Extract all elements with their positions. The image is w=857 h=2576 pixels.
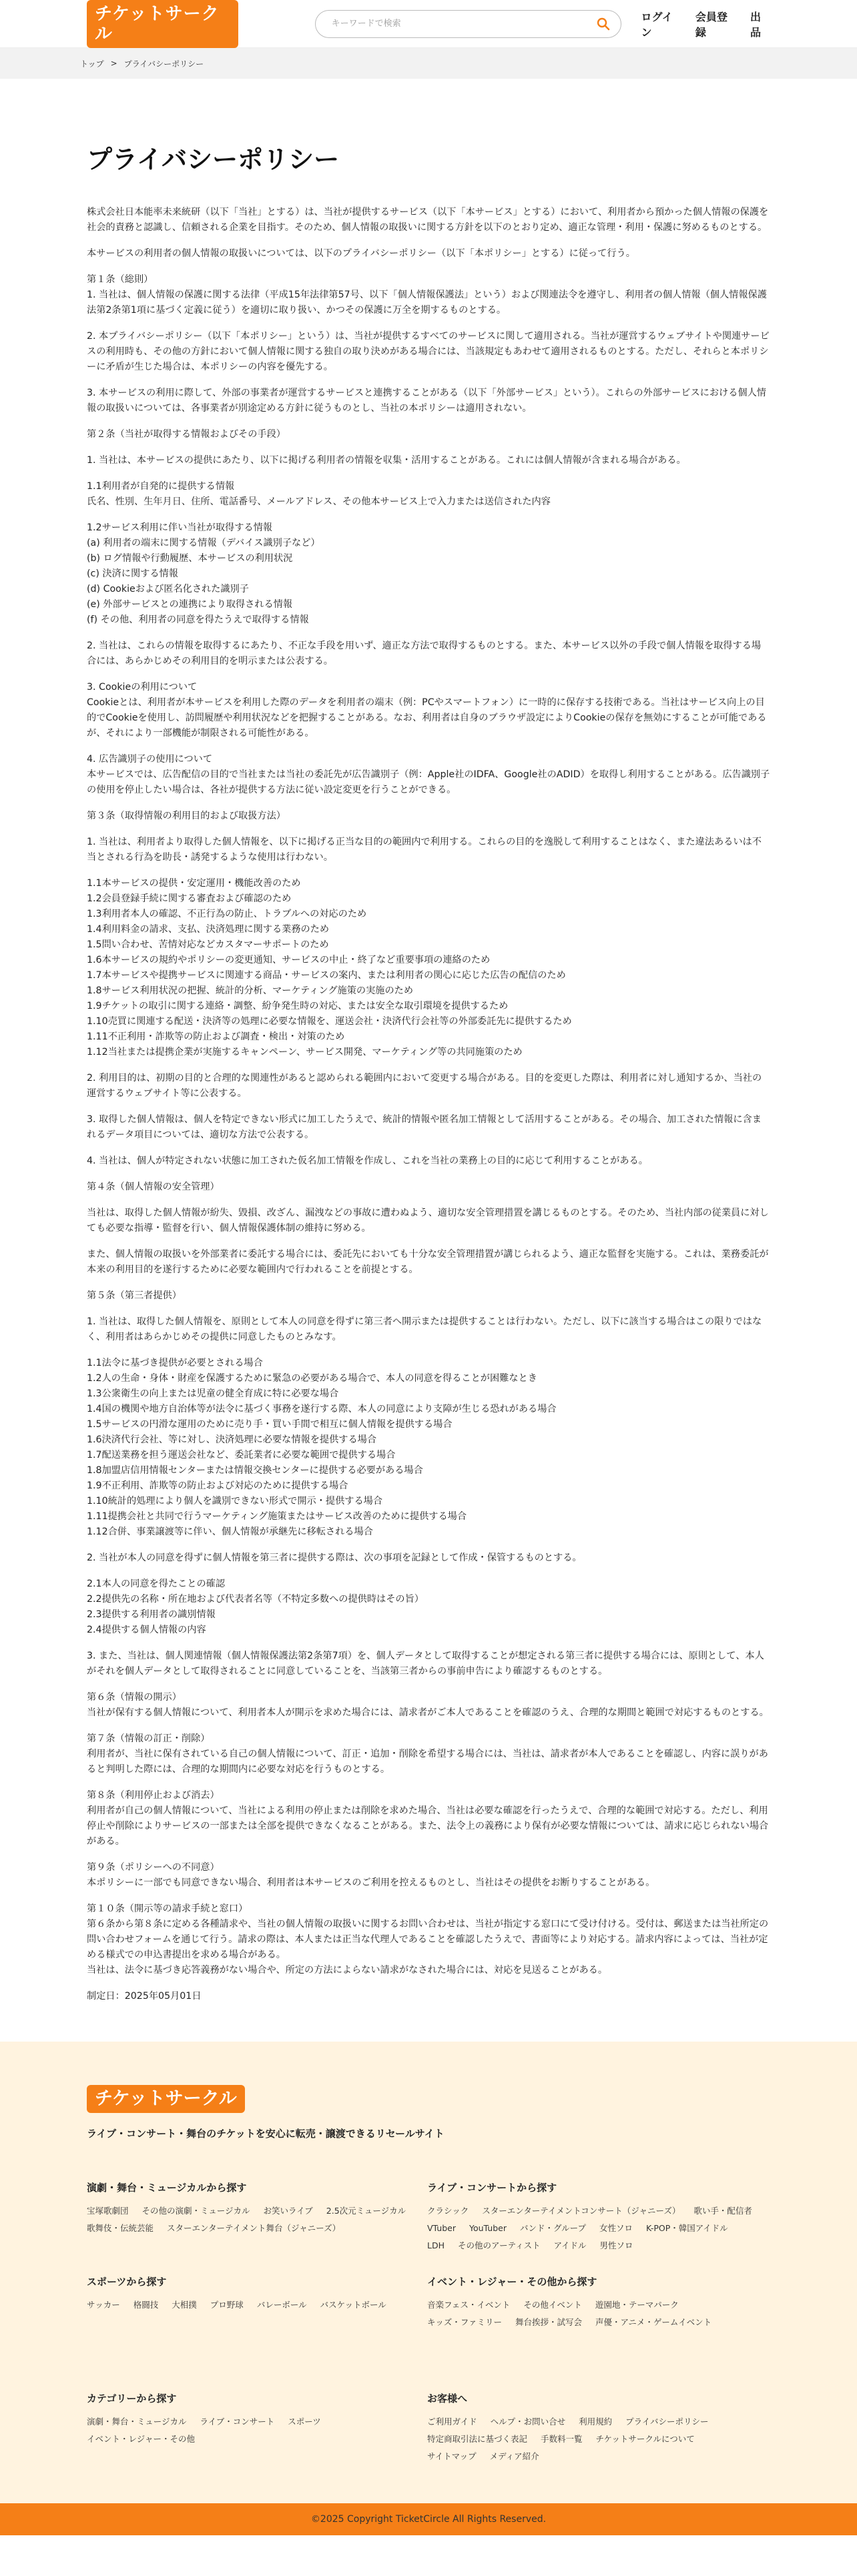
site-footer xyxy=(0,2042,857,2535)
footer-link[interactable]: その他イベント xyxy=(523,2300,582,2310)
policy-paragraph: 4. 広告識別子の使用について 本サービスでは、広告配信の目的で当社または当社の委託先が広告識別子（例：Apple社のIDFA、Google社のADID）を取得し利用することがある。広告識別子の使用を停止したい場合は、各社が提供する方法に従い設定変更を行うことができる。 xyxy=(87,754,770,795)
footer-link[interactable]: バレーボール xyxy=(256,2300,307,2310)
footer-link[interactable]: 2.5次元ミュージカル xyxy=(326,2206,406,2216)
policy-paragraph: 1. 当社は、本サービスの提供にあたり、以下に掲げる利用者の情報を収集・活用することがある。これには個人情報が含まれる場合がある。 xyxy=(87,455,686,466)
policy-paragraph: 第１０条（開示等の請求手続と窓口） 第６条から第８条に定める各種請求や、当社の個人情報の取扱いに関するお問い合わせは、当社が指定する窓口にて受け付ける。受付は、郵送または当社所定の問い合わせフォームを通じて行う。請求の際は、本人または正当な代理人であることを確認したうえで、書面等により対応する。請求内容によっては、当社が定める様式での申込書提出を求める場合がある。 当社は、法令に基づき応答義務がない場合や、所定の方法によらない請求がなされた場合には、対応を見送ることがある。 xyxy=(87,1903,769,1976)
footer-section-live xyxy=(427,2180,768,2254)
footer-link[interactable]: お笑いライブ xyxy=(263,2206,313,2216)
policy-paragraph: 第３条（取得情報の利用目的および取扱方法） xyxy=(87,811,286,821)
policy-paragraph: 2. 本プライバシーポリシー（以下「本ポリシー」という）は、当社が提供するすべてのサービスに関して適用される。当社が運営するウェブサイトや関連サービスの利用時も、その他の方針において個人情報に関する独自の取り決めがある場合には、当該規定もあわせて適用されるものとする。ただし、それらと本ポリシーに矛盾が生じた場合は、本ポリシーの内容を優先する。 xyxy=(87,331,770,372)
footer-links xyxy=(87,2202,427,2237)
footer-section-title: カテゴリーから探す xyxy=(87,2393,177,2405)
footer-link[interactable]: 遊園地・テーマパーク xyxy=(595,2300,679,2310)
footer-link[interactable]: VTuber xyxy=(427,2223,456,2233)
footer-links xyxy=(87,2413,427,2448)
site-logo[interactable]: チケットサークル xyxy=(87,0,238,48)
footer-section-category xyxy=(87,2391,427,2465)
breadcrumb-current: プライバシーポリシー xyxy=(123,59,204,69)
footer-tagline: ライブ・コンサート・舞台のチケットを安心に転売・譲渡できるリセールサイト xyxy=(87,2128,445,2140)
policy-paragraph: 第２条（当社が取得する情報およびその手段） xyxy=(87,429,286,440)
policy-paragraph: 第７条（情報の訂正・削除） 利用者が、当社に保有されている自己の個人情報について、訂正・追加・削除を希望する場合には、当社は、請求者が本人であることを確認し、内容に誤りがあると判明した際には、合理的な期間内に必要な対応を行うものとする。 xyxy=(87,1733,768,1775)
policy-paragraph: 第６条（情報の開示） 当社が保有する個人情報について、利用者本人が開示を求めた場合には、請求者がご本人であることを確認のうえ、合理的な期間と範囲で対応するものとする。 xyxy=(87,1692,769,1718)
footer-link[interactable]: 演劇・舞台・ミュージカル xyxy=(87,2417,187,2427)
breadcrumb-home[interactable]: トップ xyxy=(80,59,104,69)
policy-body xyxy=(87,205,770,2004)
footer-section-title: スポーツから探す xyxy=(87,2276,167,2288)
footer-section-title: お客様へ xyxy=(427,2393,468,2405)
footer-section-title: イベント・レジャー・その他から探す xyxy=(427,2276,597,2288)
footer-logo[interactable]: チケットサークル xyxy=(87,2085,245,2113)
footer-link[interactable]: メディア紹介 xyxy=(489,2451,539,2461)
search-bar xyxy=(315,10,621,38)
footer-link[interactable]: 手数料一覧 xyxy=(541,2434,583,2444)
policy-paragraph: 3. 本サービスの利用に際して、外部の事業者が運営するサービスと連携することがある（以下「外部サービス」という）。これらの外部サービスにおける個人情報の取扱いについては、各事業者が別途定める方針に従うものとし、当社の本ポリシーは適用されない。 xyxy=(87,388,766,414)
footer-link[interactable]: 音楽フェス・イベント xyxy=(427,2300,511,2310)
footer-link[interactable]: キッズ・ファミリー xyxy=(427,2317,503,2327)
footer-link[interactable]: チケットサークルについて xyxy=(595,2434,695,2444)
footer-link[interactable]: LDH xyxy=(427,2240,445,2250)
copyright-bar: ©2025 Copyright TicketCircle All Rights Reserved. xyxy=(0,2503,857,2535)
main-content xyxy=(0,79,857,2042)
policy-paragraph: 2. 当社は、これらの情報を取得するにあたり、不正な手段を用いず、適正な方法で取得するものとする。また、本サービス以外の手段で個人情報を取得する場合には、あらかじめその利用目的を明示または公表する。 xyxy=(87,640,762,667)
breadcrumb-separator: > xyxy=(110,59,117,68)
policy-paragraph: 1.1法令に基づき提供が必要とされる場合 1.2人の生命・身体・財産を保護するために緊急の必要がある場合で、本人の同意を得ることが困難なとき 1.3公衆衛生の向上または児童の健全育成に特に必要な場合 1.4国の機関や地方自治体等が法令に基づく事務を遂行する際、本人の同意により支障が生じる恐れがある場合 1.5サービスの円滑な運用のために売り手・買い手間で相互に個人情報を提供する場合 1.6決済代行会社、等に対し、決済処理に必要な情報を提供する場合 1.7配送業務を担う運送会社など、委託業者に必要な範囲で提供する場合 1.8加盟店信用情報センターまたは情報交換センターに提供する必要がある場合 1.9不正利用、詐欺等の防止および対応のために提供する場合 1.10統計的処理により個人を識別できない形式で開示・提供する場合 1.11提携会社と共同で行うマーケティング施策またはサービス改善のために提供する場合 1.12合併、事業譲渡等に伴い、個人情報が承継先に移転される場合 xyxy=(87,1358,557,1537)
footer-link[interactable]: その他のアーティスト xyxy=(458,2240,541,2250)
register-link[interactable]: 会員登録 xyxy=(695,10,728,39)
sell-link[interactable]: 出品 xyxy=(750,10,761,39)
policy-paragraph: 3. Cookieの利用について Cookieとは、利用者が本サービスを利用した際のデータを利用者の端末（例：PCやスマートフォン）に一時的に保存する技術である。当社はサービス向上の目的でCookieを使用し、訪問履歴や利用状況などを把握することがある。なお、利用者は自身のブラウザ設定によりCookieの保存を無効にすることが可能であるが、それにより一部機能が制限される可能性がある。 xyxy=(87,682,767,739)
login-link[interactable]: ログイン xyxy=(641,10,673,39)
policy-paragraph: 本サービスの利用者の個人情報の取扱いについては、以下のプライバシーポリシー（以下「本ポリシー」とする）に従って行う。 xyxy=(87,248,635,259)
footer-link[interactable]: K-POP・韓国アイドル xyxy=(646,2223,728,2233)
footer-link[interactable]: スターエンターテイメントコンサート（ジャニーズ） xyxy=(482,2206,681,2216)
policy-paragraph: 1.2サービス利用に伴い当社が取得する情報 (a) 利用者の端末に関する情報（デバイス識別子など） (b) ログ情報や行動履歴、本サービスの利用状況 (c) 決済に関する情報 (d) Cookieおよび匿名化された識別子 (e) 外部サービスとの連携により取得される情報 (f) その他、利用者の同意を得たうえで取得する情報 xyxy=(87,522,320,625)
footer-link[interactable]: 女性ソロ xyxy=(599,2223,633,2233)
footer-link[interactable]: 歌舞伎・伝統芸能 xyxy=(87,2223,154,2233)
footer-link[interactable]: アイドル xyxy=(553,2240,587,2250)
footer-link[interactable]: ご利用ガイド xyxy=(427,2417,477,2427)
footer-link[interactable]: 声優・アニメ・ゲームイベント xyxy=(595,2317,712,2327)
footer-link[interactable]: 大相撲 xyxy=(172,2300,197,2310)
policy-paragraph: 1.1利用者が自発的に提供する情報 氏名、性別、生年月日、住所、電話番号、メールアドレス、その他本サービス上で入力または送信された内容 xyxy=(87,481,551,507)
footer-section-theater xyxy=(87,2180,427,2254)
policy-paragraph: 2. 当社が本人の同意を得ずに個人情報を第三者に提供する際は、次の事項を記録として作成・保管するものとする。 xyxy=(87,1553,582,1563)
footer-link[interactable]: バンド・グループ xyxy=(519,2223,586,2233)
search-input[interactable] xyxy=(332,19,595,29)
policy-paragraph: 制定日：2025年05月01日 xyxy=(87,1991,202,2002)
policy-paragraph: 3. また、当社は、個人関連情報（個人情報保護法第2条第7項）を、個人データとして取得することが想定される第三者に提供する場合には、原則として、本人がそれを個人データとして取得されることに同意していることを、当該第三者からの事前申告により確認するものとする。 xyxy=(87,1651,764,1677)
footer-link[interactable]: 宝塚歌劇団 xyxy=(87,2206,129,2216)
policy-paragraph: 第８条（利用停止および消去） 利用者が自己の個人情報について、当社による利用の停止または削除を求めた場合、当社は必要な確認を行ったうえで、合理的な範囲で対応する。ただし、利用停止や削除によりサービスの一部または全部を提供できなくなることがある。また、法令上の義務により保有が必要な情報については、請求に応じられない場合がある。 xyxy=(87,1790,769,1847)
footer-link[interactable]: スターエンターテイメント舞台（ジャニーズ） xyxy=(167,2223,341,2233)
policy-paragraph: 第１条（総則） 1. 当社は、個人情報の保護に関する法律（平成15年法律第57号、以下「個人情報保護法」という）および関連法令を遵守し、利用者の個人情報（個人情報保護法第2条第1項に基づく定義に従う）を適切に取り扱い、かつその保護に万全を期するものとする。 xyxy=(87,274,767,316)
header-nav xyxy=(641,9,770,39)
policy-paragraph: 3. 取得した個人情報は、個人を特定できない形式に加工したうえで、統計的情報や匿名加工情報として活用することがある。その場合、加工された情報に含まれるデータ項目については、適切な方法で公表する。 xyxy=(87,1114,762,1140)
footer-section-customer xyxy=(427,2391,768,2465)
footer-links xyxy=(427,2202,768,2254)
footer-link[interactable]: 格闘技 xyxy=(133,2300,159,2310)
footer-section-sports xyxy=(87,2274,427,2331)
footer-link[interactable]: 男性ソロ xyxy=(599,2240,633,2250)
policy-paragraph: また、個人情報の取扱いを外部業者に委託する場合には、委託先においても十分な安全管理措置が講じられるよう、適正な監督を実施する。これは、業務委託が本来の利用目的を遂行するために必要な範囲内で行われることを前提とする。 xyxy=(87,1249,769,1275)
footer-link[interactable]: 特定商取引法に基づく表記 xyxy=(427,2434,528,2444)
policy-paragraph: 2.1本人の同意を得たことの確認 2.2提供先の名称・所在地および代表者名等（不特定多数への提供時はその旨） 2.3提供する利用者の識別情報 2.4提供する個人情報の内容 xyxy=(87,1579,424,1635)
footer-link[interactable]: 舞台挨拶・試写会 xyxy=(515,2317,583,2327)
footer-link[interactable]: プライバシーポリシー xyxy=(625,2417,709,2427)
footer-bottom-links xyxy=(87,2391,770,2465)
footer-link[interactable]: 利用規約 xyxy=(579,2417,613,2427)
footer-link[interactable]: その他の演劇・ミュージカル xyxy=(141,2206,250,2216)
footer-link[interactable]: イベント・レジャー・その他 xyxy=(87,2434,195,2444)
footer-section-title: ライブ・コンサートから探す xyxy=(427,2182,557,2194)
footer-link[interactable]: ライブ・コンサート xyxy=(200,2417,275,2427)
footer-link[interactable]: スポーツ xyxy=(288,2417,321,2427)
policy-paragraph: 当社は、取得した個人情報が紛失、毀損、改ざん、漏洩などの事故に遭わぬよう、適切な安全管理措置を講じるものとする。そのため、当社内部の従業員に対しても必要な指導・監督を行い、個人情報保護体制の維持に努める。 xyxy=(87,1208,769,1234)
footer-link[interactable]: ヘルプ・お問い合せ xyxy=(490,2417,566,2427)
footer-section-title: 演劇・舞台・ミュージカルから探す xyxy=(87,2182,247,2194)
policy-paragraph: 株式会社日本能率未来統研（以下「当社」とする）は、当社が提供するサービス（以下「本サービス」とする）において、利用者から預かった個人情報の保護を社会的責務と認識し、信頼される企業を目指す。そのため、個人情報の取扱いに関する方針を以下のとおり定め、適正な管理・利用・保護に努めるものとする。 xyxy=(87,207,769,233)
footer-link[interactable]: プロ野球 xyxy=(210,2300,244,2310)
footer-categories xyxy=(87,2180,770,2331)
footer-links xyxy=(427,2413,768,2465)
footer-link[interactable]: 歌い手・配信者 xyxy=(693,2206,752,2216)
site-header xyxy=(0,0,857,48)
footer-links xyxy=(87,2296,427,2314)
page-title: プライバシーポリシー xyxy=(87,145,340,174)
policy-paragraph: 1. 当社は、取得した個人情報を、原則として本人の同意を得ずに第三者へ開示または提供することは行わない。ただし、以下に該当する場合はこの限りではなく、利用者はあらかじめその提供に同意したものとみなす。 xyxy=(87,1316,762,1342)
policy-paragraph: 第４条（個人情報の安全管理） xyxy=(87,1182,220,1192)
footer-link[interactable]: YouTuber xyxy=(469,2223,507,2233)
breadcrumb xyxy=(0,48,857,79)
policy-paragraph: 1. 当社は、利用者より取得した個人情報を、以下に掲げる正当な目的の範囲内で利用する。これらの目的を逸脱して利用することはなく、また違法あるいは不当とされる行為を助長・誘発するような使用は行わない。 xyxy=(87,837,762,863)
policy-paragraph: 2. 利用目的は、初期の目的と合理的な関連性があると認められる範囲内において変更する場合がある。目的を変更した際は、利用者に対し通知するか、当社の運営するウェブサイト等に公表する。 xyxy=(87,1073,762,1099)
footer-section-events xyxy=(427,2274,768,2331)
policy-paragraph: 1.1本サービスの提供・安定運用・機能改善のため 1.2会員登録手続に関する審査および確認のため 1.3利用者本人の確認、不正行為の防止、トラブルへの対応のため 1.4利用料金の請求、支払、決済処理に関する業務のため 1.5問い合わせ、苦情対応などカスタマーサポートのため 1.6本サービスの規約やポリシーの変更通知、サービスの中止・終了など重要事項の連絡のため 1.7本サービスや提携サービスに関連する商品・サービスの案内、または利用者の関心に応じた広告の配信のため 1.8サービス利用状況の把握、統計的分析、マーケティング施策の実施のため 1.9チケットの取引に関する連絡・調整、紛争発生時の対応、または安全な取引環境を提供するため 1.10売買に関連する配送・決済等の処理に必要な情報を、運送会社・決済代行会社等の外部委託先に提供するため 1.11不正利用・詐欺等の防止および調査・検出・対策のため 1.12当社または提携企業が実施するキャンペーン、サービス開発、マーケティング等の共同施策のため xyxy=(87,878,572,1057)
footer-link[interactable]: サイトマップ xyxy=(427,2451,477,2461)
footer-link[interactable]: クラシック xyxy=(427,2206,469,2216)
policy-paragraph: 第９条（ポリシーへの不同意） 本ポリシーに一部でも同意できない場合、利用者は本サービスのご利用を控えるものとし、当社はその提供をお断りすることがある。 xyxy=(87,1862,655,1888)
policy-paragraph: 第５条（第三者提供） xyxy=(87,1290,182,1301)
footer-link[interactable]: バスケットボール xyxy=(320,2300,386,2310)
footer-link[interactable]: サッカー xyxy=(87,2300,120,2310)
footer-links xyxy=(427,2296,768,2331)
search-icon[interactable] xyxy=(595,16,611,32)
policy-paragraph: 4. 当社は、個人が特定されない状態に加工された仮名加工情報を作成し、これを当社の業務上の目的に応じて利用することがある。 xyxy=(87,1156,648,1166)
